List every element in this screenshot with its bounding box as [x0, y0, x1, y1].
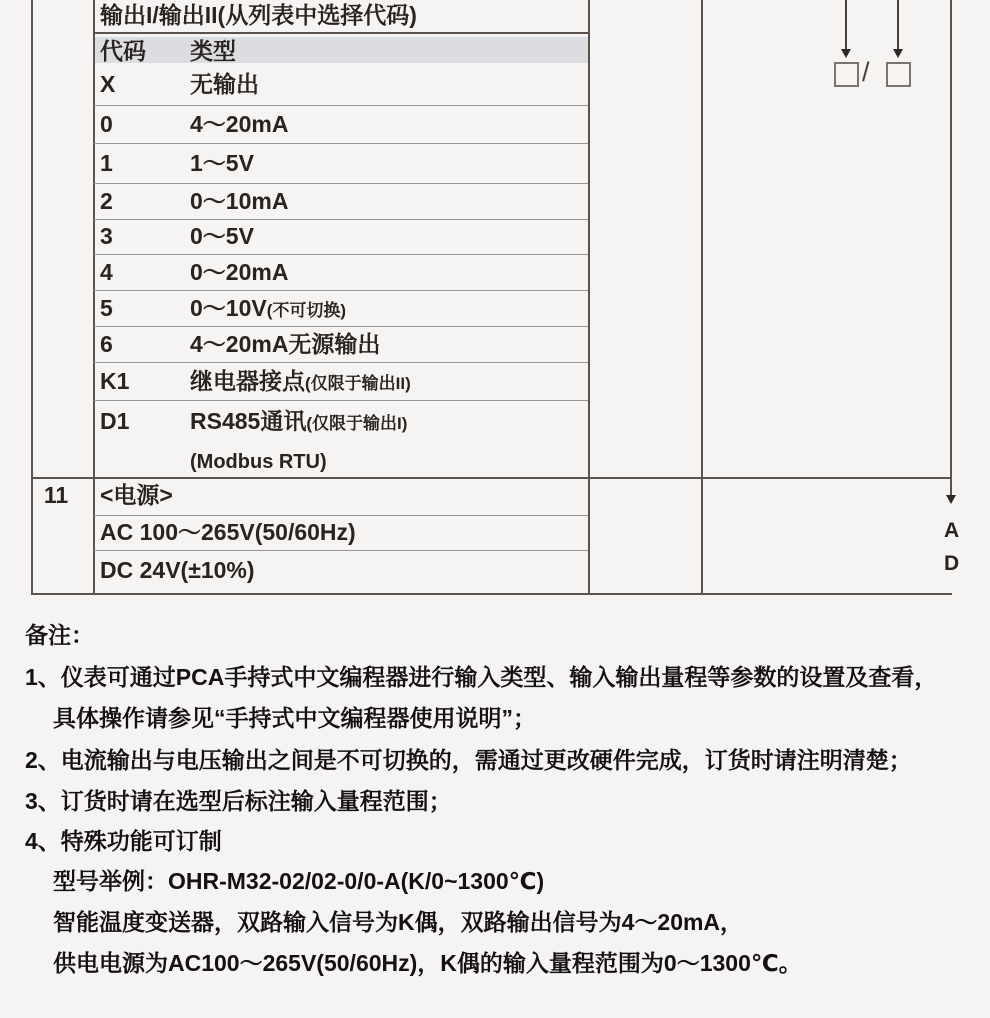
- note-line-4: 4、特殊功能可订制: [25, 828, 222, 854]
- row-divider: [94, 105, 588, 106]
- row-type-note: (仅限于输出I): [306, 414, 408, 433]
- row-divider: [94, 143, 588, 144]
- row-type: [190, 295, 346, 324]
- row-code: 6: [100, 331, 113, 357]
- header-band: [95, 37, 588, 63]
- down-arrow-icon: [841, 49, 851, 58]
- power-code-d: D: [944, 552, 960, 575]
- power-code-a: A: [944, 519, 960, 542]
- row-divider: [94, 326, 588, 327]
- row-type: 4～20mA无源输出: [190, 331, 381, 357]
- row-type-note: (仅限于输出II): [305, 374, 411, 393]
- table-mid-border: [701, 0, 703, 594]
- row-code: 1: [100, 150, 113, 176]
- note-line-1b: 具体操作请参见“手持式中文编程器使用说明”；: [53, 705, 536, 731]
- row-type-main: RS485通讯: [190, 408, 307, 434]
- power-option-ac: AC 100～265V(50/60Hz): [100, 519, 356, 545]
- table-rownum-border: [93, 0, 95, 594]
- row-number: 11: [43, 482, 69, 508]
- row-code: 3: [100, 223, 113, 249]
- row-code: 5: [100, 295, 113, 321]
- row-code: K1: [100, 368, 130, 394]
- note-line-4-desc2: 供电电源为AC100～265V(50/60Hz)，K偶的输入量程范围为0～1300℃。: [53, 950, 802, 976]
- header-code: 代码: [100, 38, 146, 64]
- output2-code-box: [886, 62, 911, 87]
- row-code: 2: [100, 188, 113, 214]
- row-divider: [94, 183, 588, 184]
- row-code: 4: [100, 259, 113, 285]
- row-divider: [94, 400, 588, 401]
- down-arrow-icon: [893, 49, 903, 58]
- note-line-4-desc1: 智能温度变送器，双路输入信号为K偶，双路输出信号为4～20mA，: [53, 909, 744, 935]
- row-code: 0: [100, 111, 113, 137]
- row-type: 0～20mA: [190, 259, 289, 285]
- selection-arrow-line: [845, 0, 847, 50]
- note-line-2: 2、电流输出与电压输出之间是不可切换的，需通过更改硬件完成，订货时请注明清楚；: [25, 747, 912, 773]
- row-divider: [94, 362, 588, 363]
- table-right-border: [950, 0, 952, 496]
- row-type-main: 继电器接点: [190, 368, 305, 394]
- selection-arrow-line: [897, 0, 899, 50]
- output1-code-box: [834, 62, 859, 87]
- selection-separator: /: [862, 57, 870, 87]
- table-content-right-border: [588, 0, 590, 594]
- row-code: X: [100, 71, 116, 97]
- down-arrow-icon: [946, 495, 956, 504]
- row-type-main: 0～10V: [190, 295, 267, 321]
- row-type: 1～5V: [190, 150, 254, 176]
- row-divider: [94, 550, 588, 551]
- note-line-4-example: 型号举例：OHR-M32-02/02-0/0-A(K/0~1300℃): [53, 868, 545, 894]
- row-code: D1: [100, 408, 130, 434]
- section-divider: [31, 477, 952, 479]
- row-type-note: (不可切换): [266, 301, 347, 320]
- title-row-divider: [94, 32, 589, 34]
- row-divider: [94, 515, 588, 516]
- row-divider: [94, 219, 588, 220]
- header-type: 类型: [190, 38, 236, 64]
- table-bottom-border: [31, 593, 952, 595]
- row-type: [190, 368, 411, 397]
- row-type: [190, 408, 407, 437]
- notes-heading: 备注：: [25, 622, 94, 648]
- row-divider: [94, 254, 588, 255]
- note-line-1: 1、仪表可通过PCA手持式中文编程器进行输入类型、输入输出量程等参数的设置及查看，: [25, 664, 938, 690]
- note-line-3: 3、订货时请在选型后标注输入量程范围；: [25, 788, 452, 814]
- row-divider: [94, 290, 588, 291]
- row-type: 0～10mA: [190, 188, 289, 214]
- power-option-dc: DC 24V(±10%): [100, 557, 255, 583]
- output-section-title: 输出I/输出II(从列表中选择代码): [100, 2, 417, 28]
- power-section-title: <电源>: [100, 482, 173, 508]
- row-type-subline: (Modbus RTU): [190, 451, 327, 473]
- row-type: 无输出: [190, 71, 259, 97]
- row-type: 4～20mA: [190, 111, 289, 137]
- row-type: 0～5V: [190, 223, 254, 249]
